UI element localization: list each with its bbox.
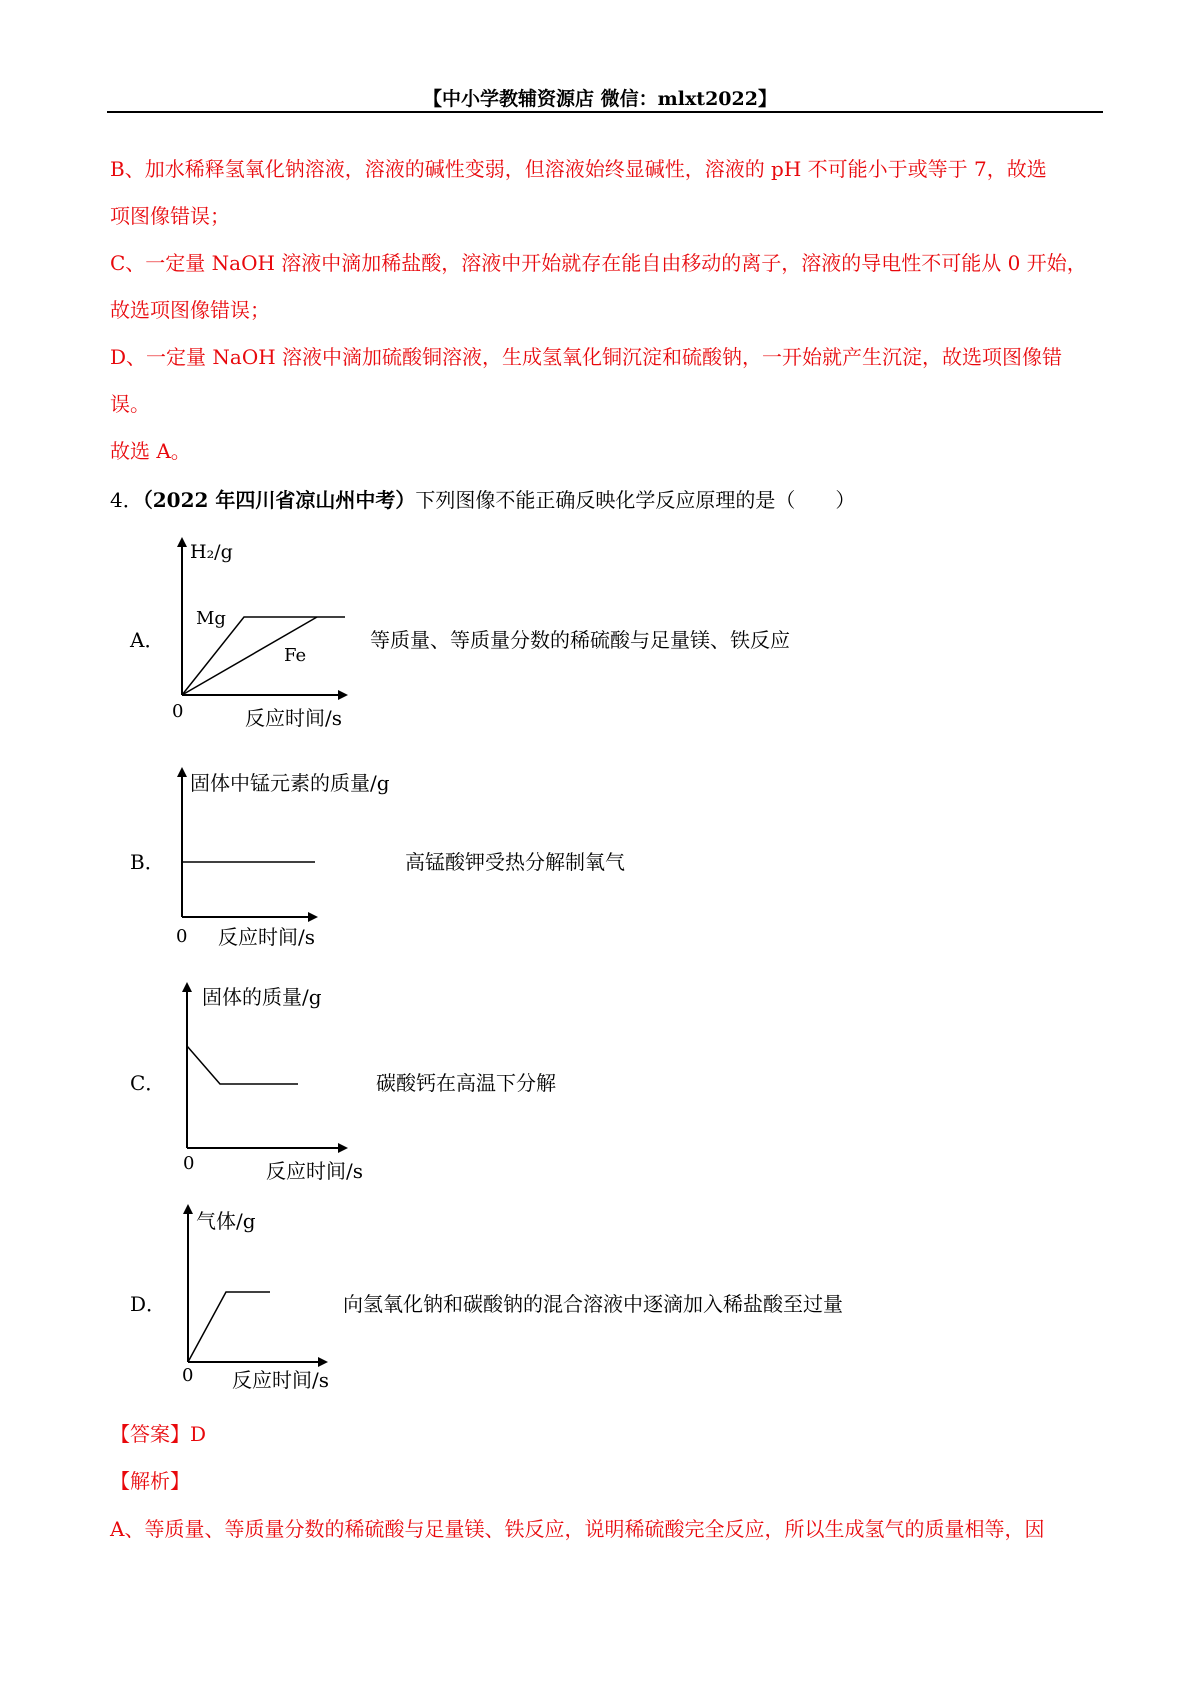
x-axis-arrow — [318, 1357, 328, 1367]
explanation-line: D、一定量 NaOH 溶液中滴加硫酸铜溶液，生成氢氧化铜沉淀和硫酸钠，一开始就产生沉淀，故选项图像错 — [110, 345, 1063, 369]
option-d-description: 向氢氧化钠和碳酸钠的混合溶液中逐滴加入稀盐酸至过量 — [343, 1292, 843, 1316]
explanation-line: 误。 — [110, 392, 150, 416]
origin-label: 0 — [183, 1153, 195, 1174]
question-source: （2022 年四川省凉山州中考） — [142, 488, 416, 512]
option-b-graph — [160, 765, 410, 955]
header-divider — [107, 111, 1103, 113]
question-stem — [110, 490, 855, 510]
option-b-letter: B． — [130, 850, 165, 874]
y-axis-arrow — [177, 767, 187, 777]
y-axis-arrow — [182, 982, 192, 992]
answer-label: 【答案】 — [110, 1422, 190, 1446]
x-axis-label: 反应时间/s — [245, 706, 343, 730]
x-axis-arrow — [338, 1143, 348, 1153]
explanation-line: 项图像错误； — [110, 204, 230, 228]
option-c-description: 碳酸钙在高温下分解 — [376, 1071, 556, 1095]
y-axis-label: H₂/g — [190, 541, 233, 563]
fe-label: Fe — [284, 645, 307, 666]
y-axis-label: 固体的质量/g — [202, 985, 322, 1009]
explanation-line: 故选 A。 — [110, 439, 191, 463]
x-axis-label: 反应时间/s — [266, 1159, 364, 1183]
solid-mass-curve — [187, 1046, 298, 1084]
page-header: 【中小学教辅资源店 微信：mlxt2022】 — [423, 88, 777, 110]
option-d-graph — [160, 1200, 370, 1395]
origin-label: 0 — [182, 1365, 194, 1386]
y-axis-arrow — [183, 1204, 193, 1214]
question-text: 下列图像不能正确反映化学反应原理的是（ ） — [415, 488, 856, 512]
analysis-label: 【解析】 — [110, 1469, 190, 1493]
option-a-description: 等质量、等质量分数的稀硫酸与足量镁、铁反应 — [370, 628, 790, 652]
answer-line — [110, 1424, 206, 1444]
explanation-line: 故选项图像错误； — [110, 298, 270, 322]
question-number: 4． — [110, 488, 143, 512]
x-axis-label: 反应时间/s — [232, 1368, 330, 1392]
origin-label: 0 — [176, 926, 188, 947]
x-axis-arrow — [338, 690, 348, 700]
explanation-line: B、加水稀释氢氧化钠溶液，溶液的碱性变弱，但溶液始终显碱性，溶液的 pH 不可能小于或等于 7，故选 — [110, 157, 1047, 181]
explanation-line: C、一定量 NaOH 溶液中滴加稀盐酸，溶液中开始就存在能自由移动的离子，溶液的导电性不可能从 0 开始， — [110, 251, 1087, 275]
y-axis-label: 固体中锰元素的质量/g — [190, 771, 390, 795]
answer-value: D — [190, 1422, 207, 1446]
gas-mass-curve — [188, 1292, 270, 1362]
x-axis-arrow — [308, 912, 318, 922]
origin-label: 0 — [172, 701, 184, 722]
mg-label: Mg — [196, 608, 226, 629]
y-axis-label: 气体/g — [196, 1209, 256, 1233]
x-axis-label: 反应时间/s — [218, 925, 316, 949]
analysis-line: A、等质量、等质量分数的稀硫酸与足量镁、铁反应，说明稀硫酸完全反应，所以生成氢气的质量相等，因 — [110, 1517, 1045, 1541]
option-a-graph — [160, 535, 360, 730]
option-d-letter: D． — [130, 1292, 167, 1316]
option-c-graph — [160, 978, 380, 1183]
option-c-letter: C． — [130, 1071, 166, 1095]
option-a-letter: A． — [130, 628, 165, 652]
option-b-description: 高锰酸钾受热分解制氧气 — [405, 850, 625, 874]
y-axis-arrow — [177, 537, 187, 547]
